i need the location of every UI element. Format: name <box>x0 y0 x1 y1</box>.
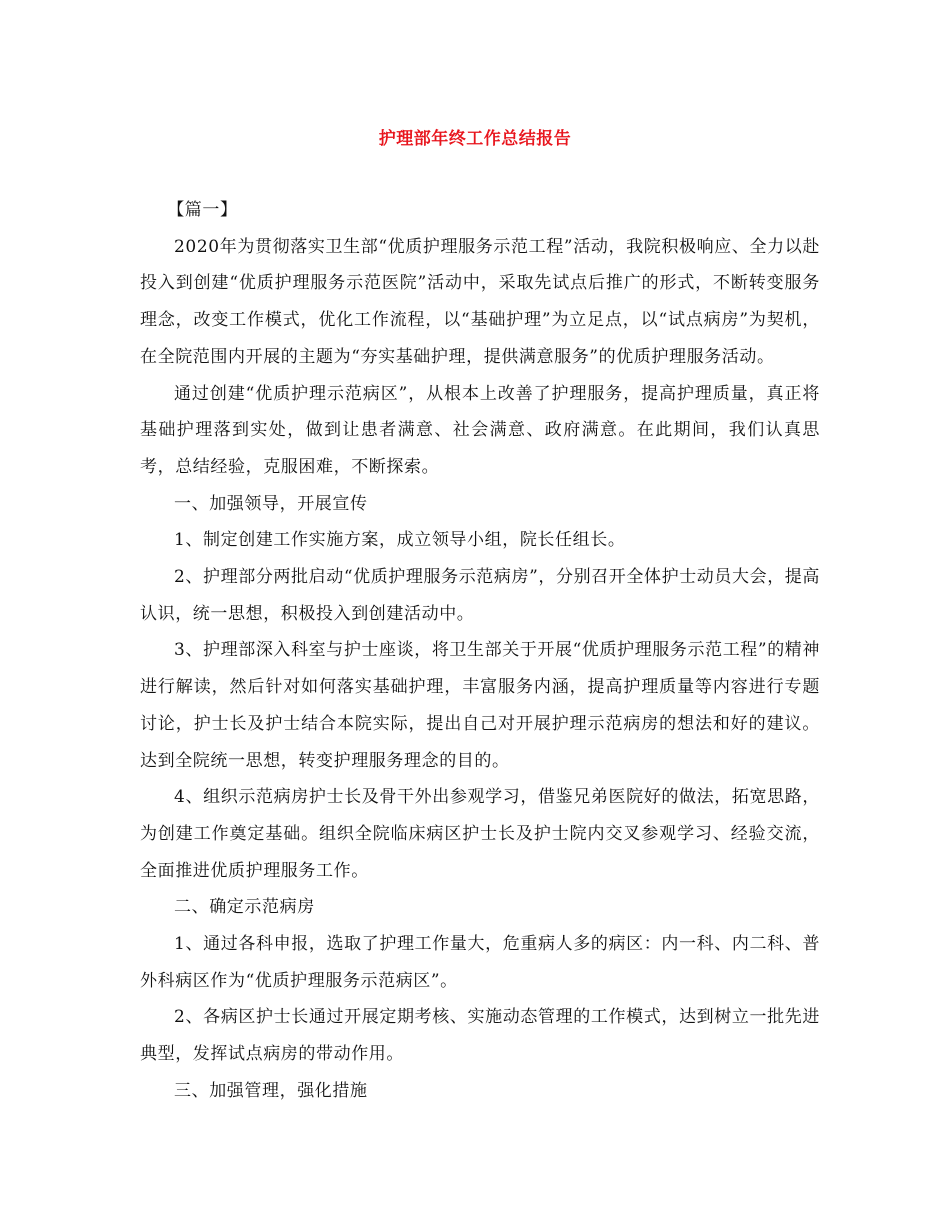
document-body <box>140 192 820 1110</box>
section-tag: 【篇一】 <box>167 200 238 220</box>
list-item: 1、通过各科申报，选取了护理工作量大，危重病人多的病区：内一科、内二科、普外科病区作为“优质护理服务示范病区”。 <box>140 934 820 991</box>
document-title: 护理部年终工作总结报告 <box>378 129 572 149</box>
list-item: 3、护理部深入科室与护士座谈，将卫生部关于开展“优质护理服务示范工程”的精神进行解读，然后针对如何落实基础护理，丰富服务内涵，提高护理质量等内容进行专题讨论，护士长及护士结合本院实际，提出自己对开展护理示范病房的想法和好的建议。达到全院统一思想，转变护理服务理念的目的。 <box>140 640 820 771</box>
paragraph-summary: 通过创建“优质护理示范病区”，从根本上改善了护理服务，提高护理质量，真正将基础护理落到实处，做到让患者满意、社会满意、政府满意。在此期间，我们认真思考，总结经验，克服困难，不断探索。 <box>140 383 820 477</box>
section-heading-1: 一、加强领导，开展宣传 <box>174 493 368 514</box>
list-item: 2、护理部分两批启动“优质护理服务示范病房”，分别召开全体护士动员大会，提高认识，统一思想，积极投入到创建活动中。 <box>140 567 820 624</box>
list-item: 4、组织示范病房护士长及骨干外出参观学习，借鉴兄弟医院好的做法，拓宽思路，为创建工作奠定基础。组织全院临床病区护士长及护士院内交叉参观学习、经验交流，全面推进优质护理服务工作。 <box>140 787 820 881</box>
section-heading-3: 三、加强管理，强化措施 <box>174 1080 368 1101</box>
list-item: 2、各病区护士长通过开展定期考核、实施动态管理的工作模式，达到树立一批先进典型，发挥试点病房的带动作用。 <box>140 1007 820 1065</box>
paragraph-intro: 2020年为贯彻落实卫生部“优质护理服务示范工程”活动，我院积极响应、全力以赴投入到创建“优质护理服务示范医院”活动中，采取先试点后推广的形式，不断转变服务理念，改变工作模式，优化工作流程，以“基础护理”为立足点，以“试点病房”为契机，在全院范围内开展的主题为“夯实基础护理，提供满意服务”的优质护理服务活动。 <box>140 236 820 367</box>
list-item: 1、制定创建工作实施方案，成立领导小组，院长任组长。 <box>174 530 626 551</box>
section-heading-2: 二、确定示范病房 <box>174 897 315 918</box>
